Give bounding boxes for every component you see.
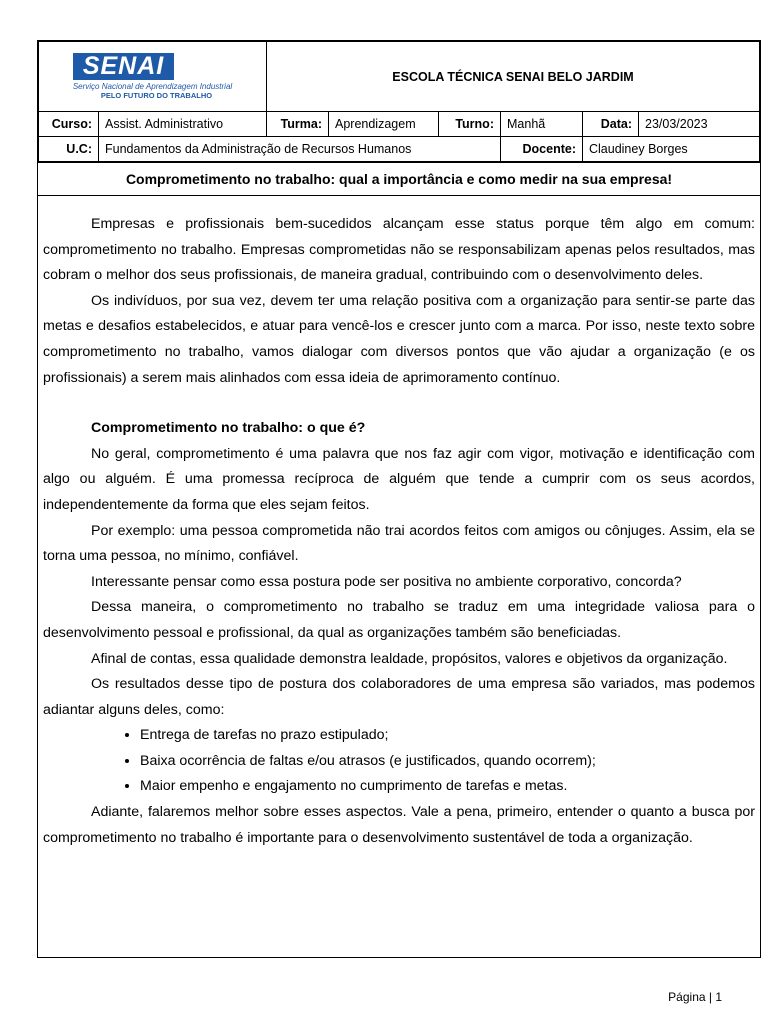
date-label: Data: <box>583 112 639 137</box>
uc-value: Fundamentos da Administração de Recursos Humanos <box>99 137 501 162</box>
page-number: Página | 1 <box>668 990 722 1004</box>
document-title: Comprometimento no trabalho: qual a importância e como medir na sua empresa! <box>38 162 760 196</box>
class-value: Aprendizagem <box>329 112 439 137</box>
paragraph: Afinal de contas, essa qualidade demonstra lealdade, propósitos, valores e objetivos da organização. <box>91 650 728 667</box>
header-table <box>38 41 760 162</box>
class-label: Turma: <box>267 112 329 137</box>
paragraph: Por exemplo: uma pessoa comprometida não trai acordos feitos com amigos ou cônjuges. Assim, ela se torna uma pessoa, no mínimo, confiável. <box>43 522 755 565</box>
logo-word: SENAI <box>73 53 174 80</box>
document-frame <box>37 40 761 958</box>
school-name: ESCOLA TÉCNICA SENAI BELO JARDIM <box>267 42 760 112</box>
shift-label: Turno: <box>439 112 501 137</box>
logo-subtitle: Serviço Nacional de Aprendizagem Industrial <box>72 81 233 91</box>
list-item: • Entrega de tarefas no prazo estipulado; <box>140 723 755 749</box>
paragraph: Adiante, falaremos melhor sobre esses aspectos. Vale a pena, primeiro, entender o quanto a busca por comprometimento no trabalho é importante para o desenvolvimento sustentável de toda a organização. <box>43 804 755 846</box>
date-value: 23/03/2023 <box>639 112 760 137</box>
list-item: • Baixa ocorrência de faltas e/ou atrasos (e justificados, quando ocorrem); <box>140 749 755 775</box>
bullet-list <box>43 723 755 800</box>
paragraph: No geral, comprometimento é uma palavra que nos faz agir com vigor, motivação e identificação com algo ou alguém. É uma promessa recíproca de alguém que tende a cumprir com os seus acordos, independentemente da forma que eles sejam feitos. <box>43 445 755 513</box>
document-body <box>38 196 760 851</box>
logo-tagline: PELO FUTURO DO TRABALHO <box>100 90 213 100</box>
shift-value: Manhã <box>501 112 583 137</box>
logo-cell <box>39 42 267 112</box>
section-heading: Comprometimento no trabalho: o que é? <box>91 420 366 437</box>
teacher-label: Docente: <box>501 137 583 162</box>
senai-logo <box>73 53 232 100</box>
list-item: • Maior empenho e engajamento no cumprimento de tarefas e metas. <box>140 774 755 800</box>
course-value: Assist. Administrativo <box>99 112 267 137</box>
paragraph: Dessa maneira, o comprometimento no trabalho se traduz em uma integridade valiosa para o desenvolvimento pessoal e profissional, da qual as organizações também são beneficiadas. <box>43 599 755 641</box>
uc-label: U.C: <box>39 137 99 162</box>
paragraph: Os resultados desse tipo de postura dos colaboradores de uma empresa são variados, mas podemos adiantar alguns deles, como: <box>43 676 755 718</box>
paragraph: Interessante pensar como essa postura pode ser positiva no ambiente corporativo, concorda? <box>91 573 682 590</box>
paragraph: Os indivíduos, por sua vez, devem ter uma relação positiva com a organização para sentir-se parte das metas e desafios estabelecidos, e atuar para vencê-los e crescer junto com a marca. Por isso, neste texto sobre comprometimento no trabalho, vamos dialogar com diversos pontos que vão ajudar a organização (e os profissionais) a serem mais alinhados com essa ideia de aprimoramento contínuo. <box>43 292 755 386</box>
teacher-value: Claudiney Borges <box>583 137 760 162</box>
paragraph: Empresas e profissionais bem-sucedidos alcançam esse status porque têm algo em comum: comprometimento no trabalho. Empresas comprometidas não se responsabilizam apenas pelos resultados, mas cobram o melhor dos seus profissionais, de maneira gradual, contribuindo com o desenvolvimento deles. <box>43 216 755 284</box>
course-label: Curso: <box>39 112 99 137</box>
